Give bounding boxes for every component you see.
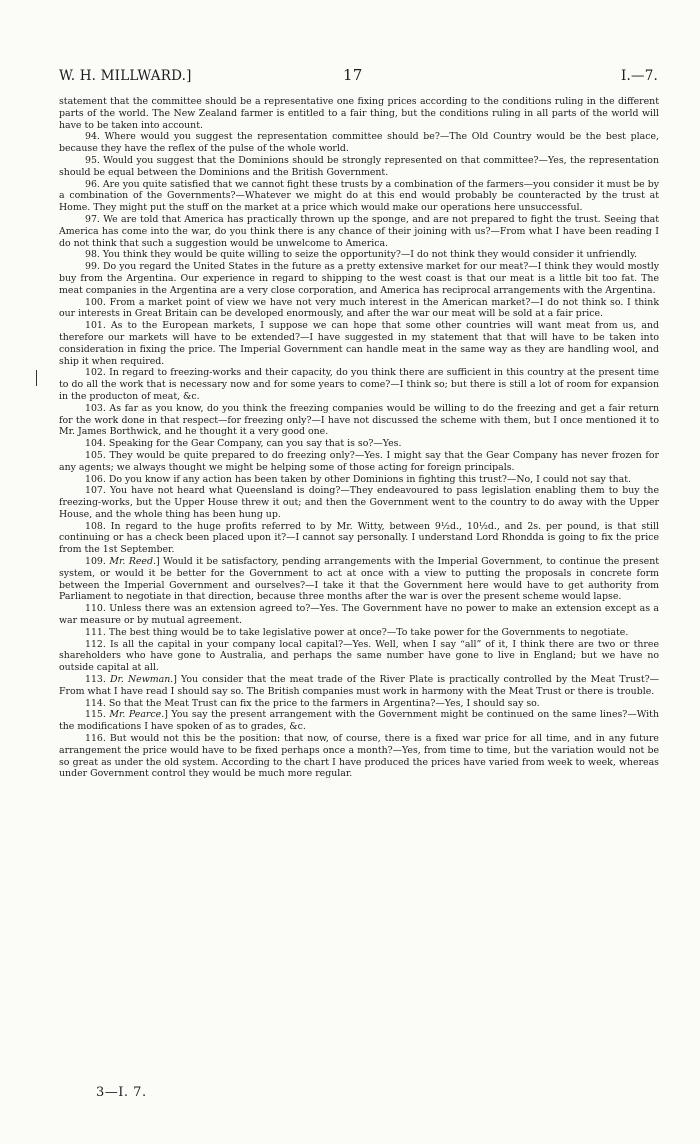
paragraph: 113. Dr. Newman.] You consider that the meat trade of the River Plate is practically controlled by the Meat Trust?—From what I have read I should say so. The British companies must work in harmony with the Meat Trust or there is trouble. — [59, 674, 660, 697]
paragraph: 102. In regard to freezing-works and their capacity, do you think there are sufficient in this country at the present time to do all the work that is necessary now and for some years to come?—I think so; but there is still a lot of room for expansion in the producton of meat, &c. — [59, 367, 659, 402]
speaker-name: Mr. Pearce. — [109, 709, 165, 721]
paragraph: 97. We are told that America has practically thrown up the sponge, and are not prepared to fight the trust. Seeing that America has come into the war, do you think there is any chance of their joining with us?—From what I have been reading I do not think that such a suggestion would be unwelcome to America. — [59, 213, 659, 249]
paragraph: 103. As far as you know, do you think the freezing companies would be willing to do the freezing and get a fair return for the work done in that respect—for freezing only?—I have not discussed the scheme with them, but I once mentioned it to Mr. James Borthwick, and he thought it a very good one. — [59, 402, 659, 438]
paragraph: 94. Where would you suggest the representation committee should be?—The Old Country would be the best place, because they have the reflex of the pulse of the whole world. — [59, 131, 659, 155]
paragraph: 108. In regard to the huge profits referred to by Mr. Witty, between 9½d., 10½d., and 2s. per pound, is that still continuing or has a check been placed upon it?—I cannot say personally. I understand Lord Rhondda is going to fix the price from the 1st September. — [59, 520, 659, 556]
paragraph: 104. Speaking for the Gear Company, can you say that is so?—Yes. — [85, 438, 402, 450]
paragraph: 95. Would you suggest that the Dominions should be strongly represented on that committee?—Yes, the representation should be equal between the Dominions and the British Government. — [59, 154, 659, 178]
paragraph: 100. From a market point of view we have not very much interest in the American market?—I do not think so. I think our interests in Great Britain can be developed enormously, and after the war our meat will be sold at a fair price. — [59, 296, 659, 320]
speaker-name: Dr. Newman. — [109, 674, 174, 686]
paragraph: 114. So that the Meat Trust can fix the price to the farmers in Argentina?—Yes, I should say so. — [85, 697, 540, 709]
signature-mark: 3—I. 7. — [96, 1085, 147, 1100]
paragraph: 109. Mr. Reed.] Would it be satisfactory, pending arrangements with the Imperial Government, to continue the present system, or would it be better for the Government to act at once with a view to putting the proposals in concrete form between the Imperial Government and ourselves?—I take it that the Government here would have to get authority from Parliament to negotiate in that direction, because three months after the war is over the present scheme would lapse. — [59, 556, 660, 603]
paragraph: 99. Do you regard the United States in the future as a pretty extensive market for our meat?—I think they would mostly buy from the Argentina. Our experience in regard to shipping to the west coast is that our meat is a little bit too fat. The meat companies in the Argentina are a very close corporation, and America has reciprocal arrangements with the Argentina. — [59, 261, 659, 296]
paragraph: 107. You have not heard what Queensland is doing?—They endeavoured to pass legislation enabling them to buy the freezing-works, but the Upper House threw it out; and then the Government went to the country to do away with the Upper House, and the whole thing has been hung up. — [59, 485, 659, 520]
paragraph: 105. They would be quite prepared to do freezing only?—Yes. I might say that the Gear Company has never frozen for any agents; we always thought we might be helping some of those acting for foreign principals. — [59, 449, 659, 473]
witness-name: W. H. MILLWARD.] — [59, 68, 192, 84]
document-body — [59, 96, 659, 780]
paragraph: 106. Do you know if any action has been taken by other Dominions in fighting this trust?—No, I could not say that. — [85, 473, 631, 485]
paragraph: 116. But would not this be the position: that now, of course, there is a fixed war price for all time, and in any future arrangement the price would have to be fixed perhaps once a month?—Yes, from time to time, but the variation would not be so great as under the old system. According to the chart I have produced the prices have varied from week to week, whereas under Government control they would be much more regular. — [59, 733, 659, 780]
paragraph: 110. Unless there was an extension agreed to?—Yes. The Government have no power to make an extension except as a war measure or by mutual agreement. — [59, 603, 659, 627]
paragraph: 112. Is all the capital in your company local capital?—Yes. Well, when I say “all” of it, I think there are two or three shareholders who have gone to Australia, and perhaps the same number have gone to live in England; but we have no outside capital at all. — [59, 638, 659, 674]
margin-mark — [36, 370, 37, 386]
paragraph: 101. As to the European markets, I suppose we can hope that some other countries will want meat from us, and therefore our markets will have to be extended?—I have suggested in my statement that that will have to be taken into consideration in fixing the price. The Imperial Government can handle meat in the same way as they are handling wool, and ship it when required. — [59, 320, 659, 367]
paragraph: statement that the committee should be a representative one fixing prices according to the conditions ruling in the different parts of the world. The New Zealand farmer is entitled to a fair thing, but the conditions ruling in all parts of the world will have to be taken into account. — [59, 96, 659, 131]
page-number: 17 — [343, 66, 363, 84]
speaker-name: Mr. Reed. — [109, 556, 156, 568]
paragraph: 96. Are you quite satisfied that we cannot fight these trusts by a combination of the farmers—you consider it must be by a combination of the Governments?—Whatever we might do at this end would probably be counteracted by the trust at Home. They might put the stuff on the market at a price which would make our operations here unsuccessful. — [59, 178, 659, 214]
document-reference: I.—7. — [620, 68, 658, 84]
paragraph: 98. You think they would be quite willing to seize the opportunity?—I do not think they would consider it unfriendly. — [85, 249, 637, 261]
paragraph: 115. Mr. Pearce.] You say the present arrangement with the Government might be continued on the same lines?—With the modifications I have spoken of as to grades, &c. — [59, 709, 659, 733]
page-header — [59, 68, 658, 88]
paragraph: 111. The best thing would be to take legislative power at once?—To take power for the Governments to negotiate. — [85, 626, 629, 638]
